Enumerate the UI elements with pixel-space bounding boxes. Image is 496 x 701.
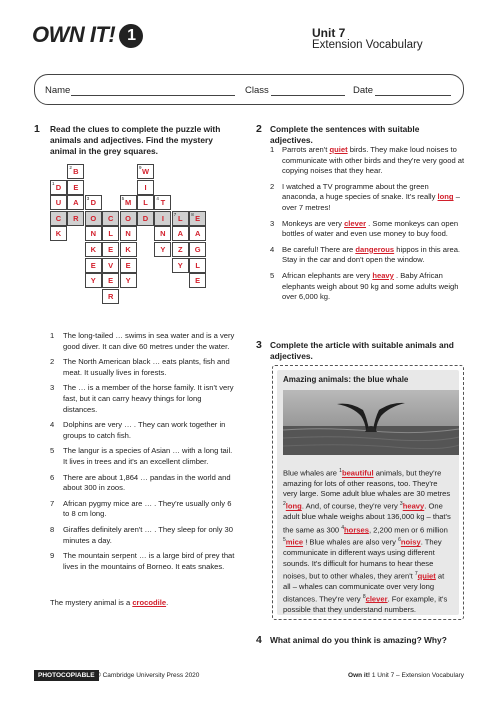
answer-blank[interactable]: heavy — [372, 270, 394, 280]
article-segment: . One adult blue whale weighs about 136,000 kg – that's the same as 300 — [283, 501, 451, 535]
sentence-text-before: I watched a TV programme about the green anaconda, a huge species of snake. It's really — [282, 181, 436, 202]
cell-letter: G — [194, 245, 201, 254]
whale-tail-photo — [283, 390, 459, 455]
clue-text: The North American black … eats plants, fish and meat. It usually lives in forests. — [63, 357, 230, 377]
photocopiable-badge: PHOTOCOPIABLE — [34, 670, 99, 681]
clue-number: 7 — [173, 211, 177, 217]
clue-item — [50, 499, 236, 520]
cell-letter: N — [90, 229, 96, 239]
gap-answer[interactable]: noisy — [400, 537, 421, 547]
unit-title: Unit 7 — [312, 26, 346, 40]
cell-letter: R — [73, 213, 79, 223]
cell-letter: B — [73, 167, 79, 176]
crossword-cell[interactable] — [137, 180, 154, 195]
crossword-cell[interactable] — [189, 242, 206, 257]
crossword-cell[interactable] — [85, 273, 102, 288]
question-1-number: 1 — [34, 123, 40, 135]
sentence-number: 3 — [270, 218, 275, 228]
clue-text: The langur is a species of Asian … with a long tail. It lives in trees and it's an excellent climber. — [63, 446, 233, 466]
cell-letter: L — [195, 260, 200, 270]
crossword-cell[interactable] — [120, 226, 137, 241]
sentence-number: 4 — [270, 244, 275, 254]
cell-letter: C — [55, 213, 62, 223]
crossword-cell[interactable] — [189, 273, 206, 288]
clue-number: 1 — [50, 331, 55, 340]
clue-number: 5 — [121, 196, 125, 202]
gap-answer[interactable]: beautiful — [341, 468, 374, 478]
copyright-text: © Cambridge University Press 2020 — [96, 672, 200, 679]
crossword-cell[interactable] — [154, 195, 171, 210]
answer-blank[interactable]: long — [437, 192, 454, 202]
clue-list — [50, 331, 236, 577]
crossword-cell[interactable] — [120, 211, 137, 226]
crossword-cell[interactable] — [120, 195, 137, 210]
clue-number: 8 — [50, 524, 55, 534]
crossword-cell[interactable] — [137, 195, 154, 210]
cell-letter: E — [108, 245, 114, 254]
crossword-cell[interactable] — [102, 273, 119, 288]
article-segment: , 2,200 men or 6 million — [368, 525, 448, 535]
clue-item — [50, 383, 236, 415]
sentence-text-after: . Some monkeys can open bottles of water and even use money to buy food. — [282, 218, 459, 239]
gap-number: 1 — [339, 468, 342, 474]
sentence-number: 1 — [270, 145, 275, 154]
class-label: Class — [245, 85, 269, 96]
cell-letter: I — [161, 213, 164, 223]
clue-text: The mountain serpent … is a large bird of prey that lives in the mountains of Borneo. It eats snakes. — [63, 551, 235, 571]
question-4-title: What animal do you think is amazing? Why? — [270, 635, 447, 645]
article-box — [272, 365, 464, 620]
crossword-cell[interactable] — [102, 289, 119, 304]
clue-text: Giraffes definitely aren't … . They sleep for only 30 minutes a day. — [63, 524, 234, 545]
cell-letter: L — [143, 198, 148, 208]
clue-item — [50, 420, 236, 441]
cell-letter: L — [178, 213, 183, 223]
cell-letter: W — [141, 167, 150, 176]
crossword-cell[interactable] — [102, 242, 119, 257]
article-segment: . For example, it's possible that they understand numbers. — [283, 594, 448, 614]
gap-answer[interactable]: horses — [344, 525, 369, 535]
crossword-cell[interactable] — [137, 164, 154, 179]
answer-blank[interactable]: quiet — [329, 145, 348, 154]
gap-answer[interactable]: clever — [365, 594, 388, 604]
cell-letter: T — [160, 198, 166, 208]
sentence-text-after: . Baby African elephants weigh about 90 kg and some adults weigh over 6,000 kg. — [282, 270, 459, 302]
cell-letter: O — [125, 213, 132, 223]
footer-course-info: Own it! 1 Unit 7 – Extension Vocabulary — [348, 672, 464, 679]
level-badge: 1 — [119, 24, 143, 48]
crossword-cell[interactable] — [154, 242, 171, 257]
sentence-item — [270, 245, 466, 266]
cell-letter: E — [73, 182, 79, 192]
sentence-item — [270, 145, 466, 177]
article-segment: at all – whales can communicate over very long distances. They're very — [283, 571, 445, 604]
clue-number: 1 — [52, 180, 55, 186]
crossword-cell[interactable] — [85, 211, 102, 226]
crossword-cell[interactable] — [67, 211, 84, 226]
cell-letter: K — [90, 245, 96, 254]
crossword-cell[interactable] — [85, 226, 102, 241]
question-2-title: Complete the sentences with suitable adjectives. — [270, 124, 420, 145]
question-1-title: Read the clues to complete the puzzle with animals and adjectives. Find the mystery animal in the grey squares. — [50, 124, 221, 156]
cell-letter: R — [107, 291, 114, 301]
cell-letter: I — [144, 182, 147, 192]
cell-letter: L — [108, 229, 113, 239]
crossword-cell[interactable] — [172, 226, 189, 241]
article-text — [283, 466, 453, 615]
question-4-number: 4 — [256, 634, 262, 646]
crossword-cell[interactable] — [172, 211, 189, 226]
clue-text: Dolphins are very … . They can work together in groups to catch fish. — [63, 420, 226, 440]
gap-number: 7 — [414, 570, 418, 577]
gap-number: 8 — [362, 593, 366, 600]
sentence-text-before: Be careful! There are — [282, 244, 354, 254]
cell-letter: U — [55, 198, 62, 208]
clue-item — [50, 357, 236, 378]
clue-number: 7 — [50, 498, 55, 508]
clue-text: African pygmy mice are … . They're usually only 6 to 8 cm long. — [63, 498, 232, 519]
clue-item — [50, 551, 236, 572]
cell-letter: D — [55, 182, 62, 192]
clue-number: 3 — [50, 383, 55, 393]
sentence-text-after: birds. They make loud noises to communicate with other birds and they're very good at copying noises that they hear. — [282, 145, 465, 176]
cell-letter: Y — [160, 245, 166, 254]
gap-number: 2 — [283, 501, 286, 508]
question-3-number: 3 — [256, 339, 262, 351]
clue-number: 2 — [50, 357, 55, 367]
sentence-item — [270, 182, 466, 214]
sentence-text-before: Monkeys are very — [282, 218, 342, 228]
gap-answer[interactable]: heavy — [402, 501, 425, 511]
crossword-cell[interactable] — [85, 258, 102, 273]
class-field[interactable] — [271, 95, 345, 96]
crossword-cell[interactable] — [67, 180, 84, 195]
answer-blank[interactable]: clever — [344, 218, 367, 228]
crossword-cell[interactable] — [50, 211, 67, 226]
clue-text: There are about 1,864 … pandas in the world and about 300 in zoos. — [63, 472, 231, 493]
cell-letter: A — [194, 229, 201, 239]
article-segment: Blue whales are — [283, 468, 340, 478]
crossword-cell[interactable] — [50, 195, 67, 210]
cell-letter: A — [177, 229, 183, 239]
article-segment: . And, of course, they're very — [301, 501, 400, 511]
clue-number: 6 — [50, 472, 55, 482]
clue-item — [50, 473, 236, 494]
sentence-number: 2 — [270, 181, 275, 191]
clue-number: 5 — [50, 446, 55, 456]
question-2-number: 2 — [256, 123, 262, 135]
crossword-cell[interactable] — [120, 273, 137, 288]
crossword-cell[interactable] — [172, 242, 189, 257]
gap-answer[interactable]: mice — [285, 537, 304, 547]
article-segment: ! Blue whales are also very — [303, 537, 399, 547]
gap-number: 3 — [399, 501, 403, 508]
cell-letter: Y — [177, 260, 183, 270]
crossword-cell[interactable] — [50, 226, 67, 241]
crossword-cell[interactable] — [189, 211, 206, 226]
crossword-cell[interactable] — [120, 242, 137, 257]
cell-letter: D — [90, 198, 96, 208]
date-label: Date — [353, 85, 374, 96]
clue-item — [50, 446, 236, 467]
cell-letter: D — [142, 213, 149, 223]
cell-letter: O — [90, 213, 97, 223]
crossword-cell[interactable] — [67, 164, 84, 179]
cell-letter: A — [73, 198, 79, 208]
clue-item — [50, 331, 236, 352]
crossword-cell[interactable] — [154, 226, 171, 241]
cell-letter: Y — [125, 276, 131, 286]
page-subtitle: Extension Vocabulary — [312, 39, 423, 51]
sentence-text-after: – over 7 metres! — [282, 192, 460, 212]
cell-letter: N — [160, 229, 166, 239]
article-segment: animals, but they're amazing for lots of other reasons, too. They're very large. Some adult blue whales are 30 metres — [283, 468, 451, 499]
crossword-cell[interactable] — [85, 242, 102, 257]
own-it-logo: OWN IT! 1 — [32, 22, 143, 48]
gap-answer[interactable]: long — [285, 501, 302, 511]
cell-letter: N — [125, 229, 131, 239]
crossword-cell[interactable] — [85, 195, 102, 210]
answer-blank[interactable]: dangerous — [355, 244, 395, 254]
date-field[interactable] — [375, 95, 451, 96]
clue-number: 9 — [50, 551, 55, 561]
page-footer — [34, 670, 464, 682]
article-title: Amazing animals: the blue whale — [283, 375, 409, 384]
cell-letter: K — [125, 245, 131, 254]
question-3-title: Complete the article with suitable animals and adjectives. — [270, 340, 454, 361]
clue-number: 8 — [191, 211, 194, 217]
gap-number: 5 — [283, 537, 286, 544]
cell-letter: V — [108, 260, 114, 270]
gap-number: 6 — [398, 537, 401, 544]
sentence-text-before: Parrots aren't — [282, 145, 328, 154]
clue-number: 4 — [156, 196, 159, 202]
crossword-cell[interactable] — [189, 226, 206, 241]
cell-letter: Z — [178, 245, 183, 254]
article-segment: . They communicate in different ways using different sounds. It's difficult for humans to hear these noises, but to other whales, they aren't — [283, 537, 442, 581]
crossword-cell[interactable] — [189, 258, 206, 273]
mystery-answer[interactable]: crocodile — [132, 598, 167, 607]
crossword-cell[interactable] — [67, 195, 84, 210]
sentence-text-after: hippos in this area. Stay in the car and don't open the window. — [282, 244, 461, 265]
cell-letter: E — [90, 260, 96, 270]
clue-number: 9 — [139, 165, 142, 170]
sentence-item — [270, 219, 466, 240]
cell-letter: E — [125, 260, 131, 270]
crossword-cell[interactable] — [50, 180, 67, 195]
sentence-number: 5 — [270, 270, 275, 280]
mystery-animal-line: The mystery animal is a crocodile. — [50, 598, 169, 607]
crossword-cell[interactable] — [102, 226, 119, 241]
gap-answer[interactable]: quiet — [417, 571, 436, 581]
crossword-cell[interactable] — [102, 211, 119, 226]
crossword-cell[interactable] — [102, 258, 119, 273]
sentence-text-before: African elephants are very — [282, 270, 371, 280]
clue-item — [50, 525, 236, 546]
student-info-box — [34, 74, 464, 105]
clue-number: 3 — [86, 196, 90, 202]
clue-text: The … is a member of the horse family. It isn't very fast, but it can carry heavy things for long distances. — [63, 383, 234, 414]
gap-number: 4 — [341, 524, 345, 531]
crossword-cell[interactable] — [154, 211, 171, 226]
name-field[interactable] — [71, 95, 235, 96]
sentence-item — [270, 271, 466, 303]
cell-letter: M — [124, 198, 132, 208]
clue-number: 4 — [50, 420, 55, 430]
clue-text: The long-tailed … swims in sea water and is a very good diver. It can dive 60 metres under the water. — [63, 331, 235, 351]
sentence-list — [270, 145, 466, 308]
cell-letter: E — [195, 276, 201, 286]
cell-letter: Y — [90, 276, 96, 286]
name-label: Name — [45, 85, 71, 96]
cell-letter: E — [108, 276, 114, 286]
cell-letter: C — [107, 213, 114, 223]
cell-letter: K — [55, 229, 62, 239]
crossword-cell[interactable] — [172, 258, 189, 273]
crossword-cell[interactable] — [137, 211, 154, 226]
clue-number: 2 — [69, 165, 72, 170]
cell-letter: E — [195, 213, 201, 223]
crossword-cell[interactable] — [120, 258, 137, 273]
